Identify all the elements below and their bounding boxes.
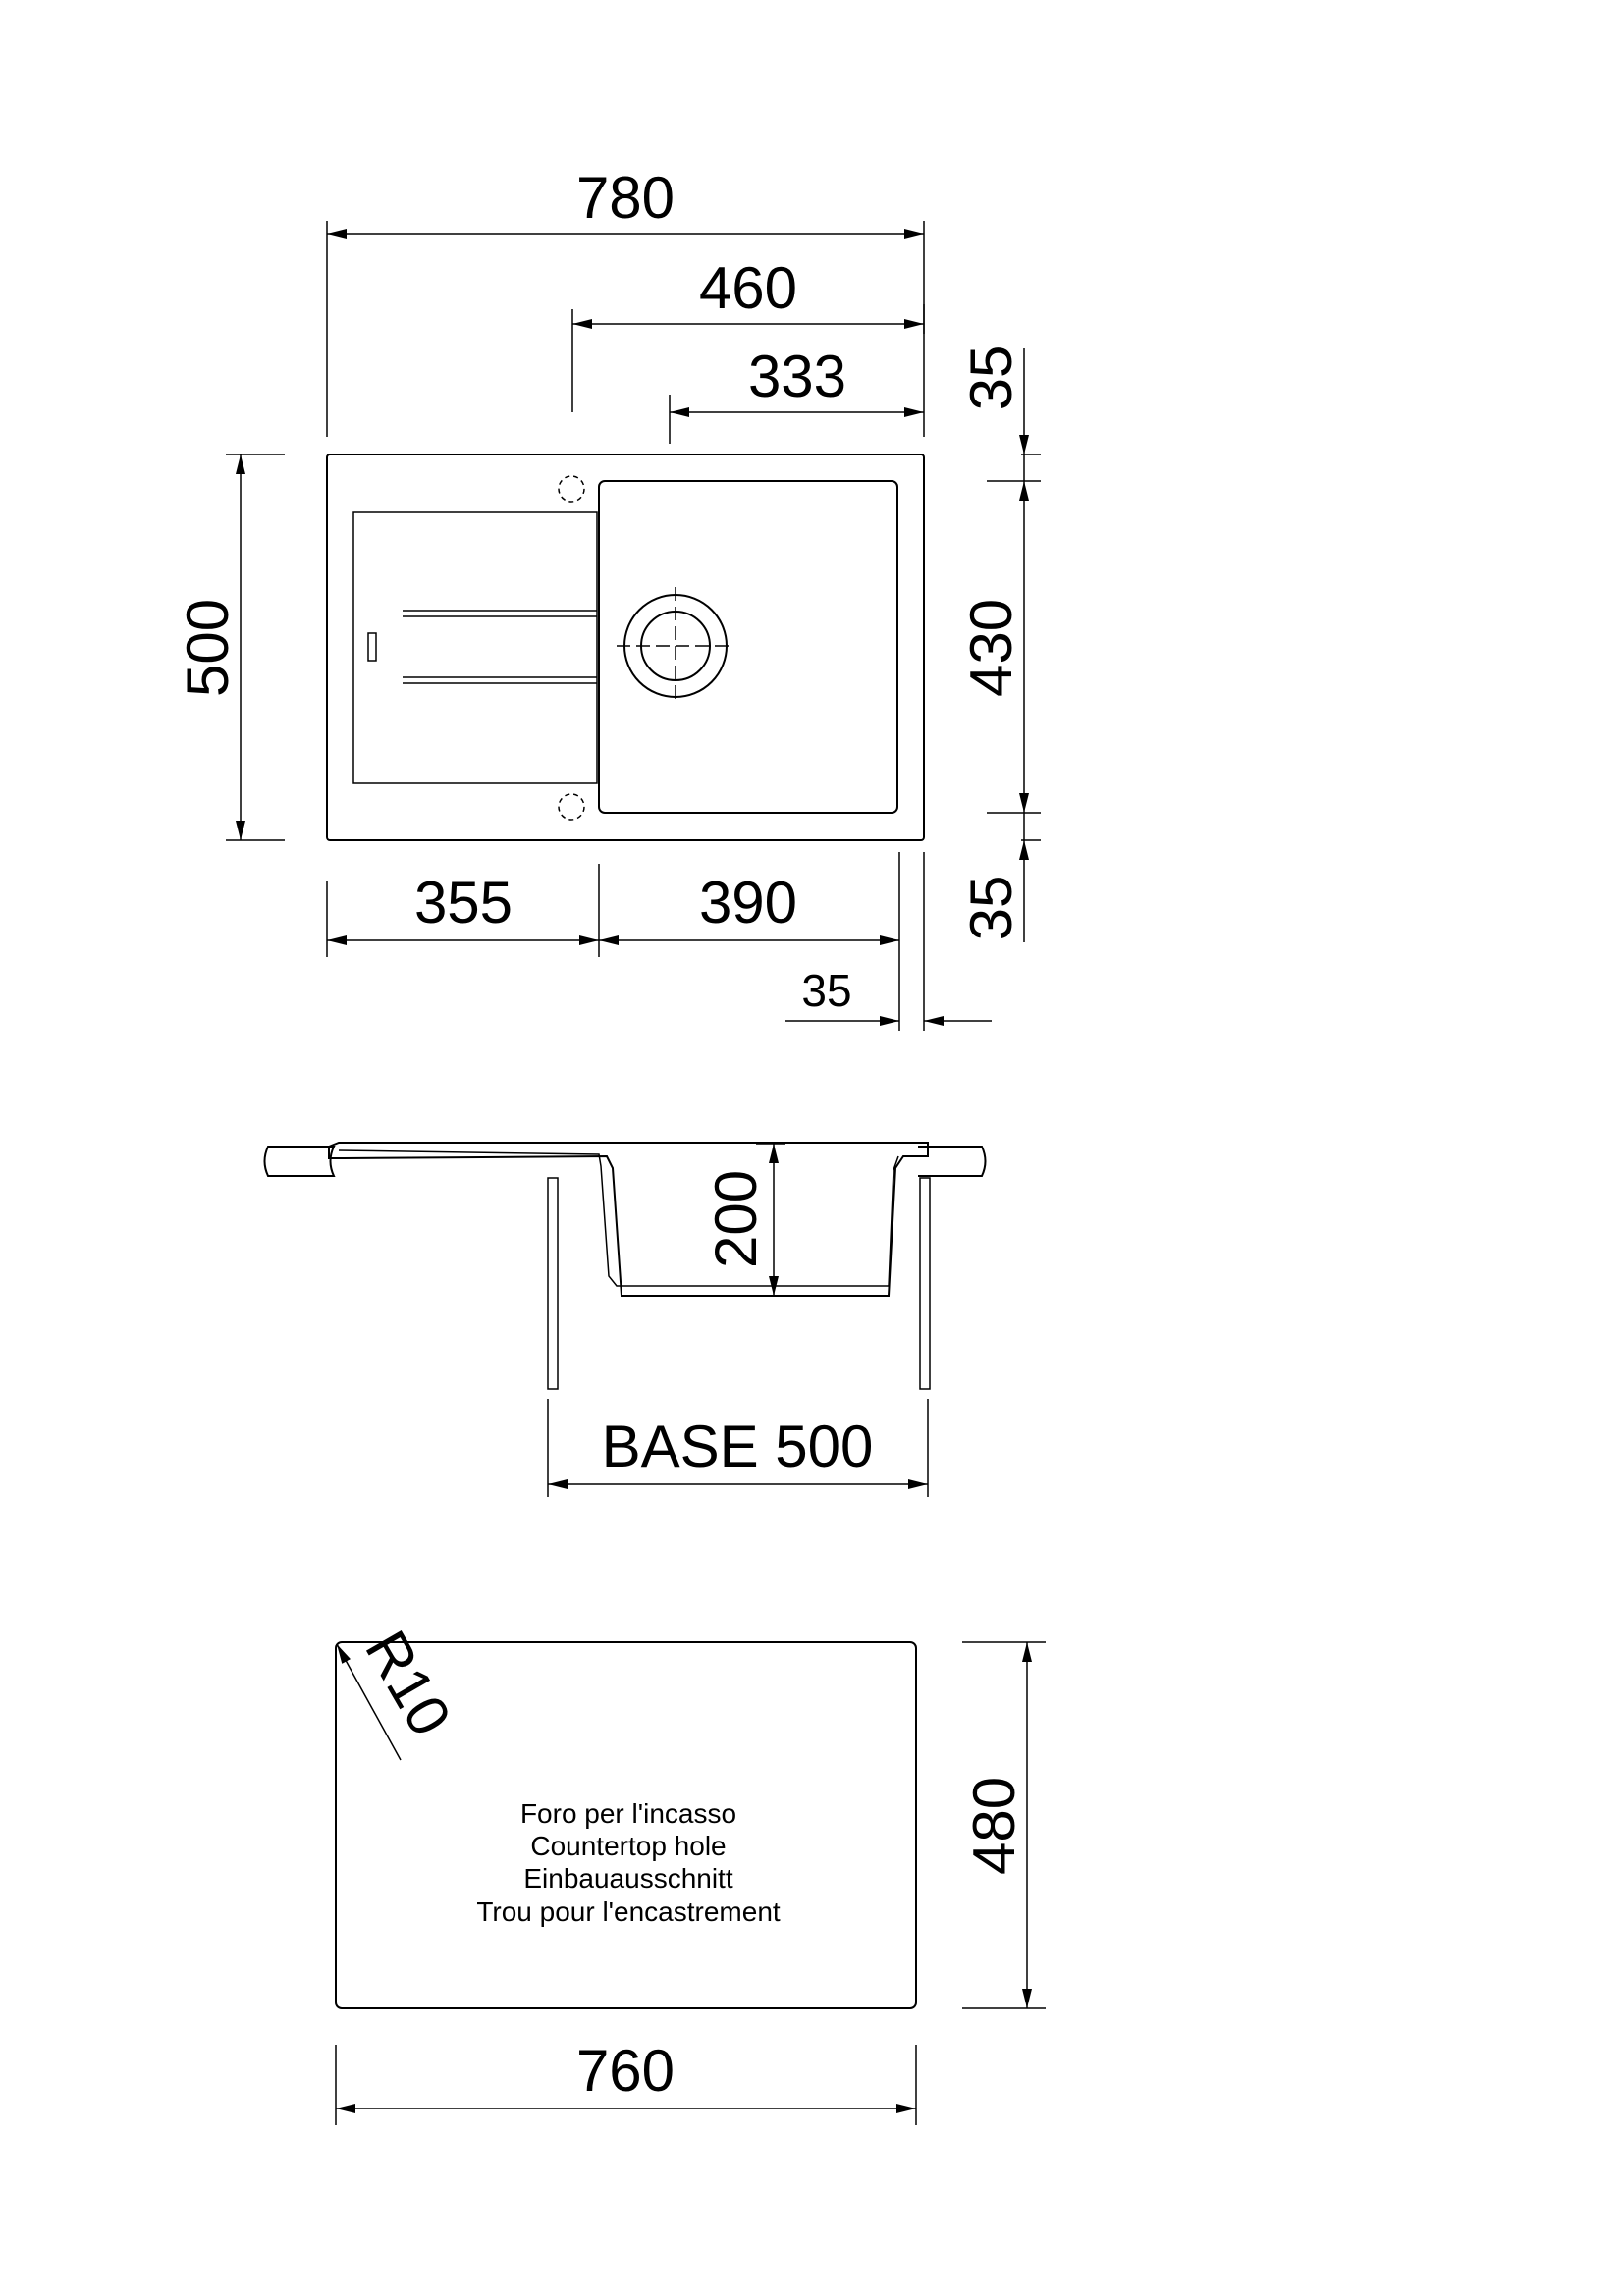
dim-tap-hole-to-edge: 333 — [747, 344, 847, 409]
note-line-2: Countertop hole — [530, 1831, 727, 1861]
sink-profile — [329, 1143, 928, 1296]
note-line-3: Einbauausschnitt — [523, 1863, 733, 1894]
top-view — [175, 165, 1041, 1031]
tap-hole-top — [559, 476, 584, 502]
dim-bowl-depth: 430 — [958, 598, 1024, 698]
dim-base: BASE 500 — [601, 1414, 874, 1479]
dim-rim-bottom: 35 — [958, 875, 1024, 941]
countertop-left — [265, 1147, 335, 1176]
bowl-outline — [599, 481, 897, 813]
dim-cutout-depth: 480 — [961, 1776, 1027, 1876]
drainer-outline — [353, 512, 597, 783]
section-view — [265, 1143, 986, 1497]
tap-hole-bottom — [559, 794, 584, 820]
dim-rim-top: 35 — [958, 345, 1024, 411]
note-line-1: Foro per l'incasso — [519, 1798, 737, 1829]
dim-bowl-to-edge: 460 — [698, 255, 798, 321]
dim-rim-right: 35 — [801, 965, 852, 1016]
cabinet-side-right — [920, 1178, 930, 1389]
dim-drainer-width: 355 — [413, 870, 514, 935]
dim-cutout-width: 760 — [575, 2038, 676, 2104]
dim-bowl-width: 390 — [698, 870, 798, 935]
dim-bowl-height: 200 — [703, 1169, 769, 1269]
overflow-slot — [368, 633, 376, 661]
cabinet-side-left — [548, 1178, 558, 1389]
note-line-4: Trou pour l'encastrement — [476, 1896, 781, 1927]
dim-overall-depth: 500 — [175, 598, 241, 698]
dim-overall-width: 780 — [575, 165, 676, 231]
cutout-view — [336, 1620, 1046, 2125]
dim-corner-radius: R10 — [352, 1620, 464, 1747]
